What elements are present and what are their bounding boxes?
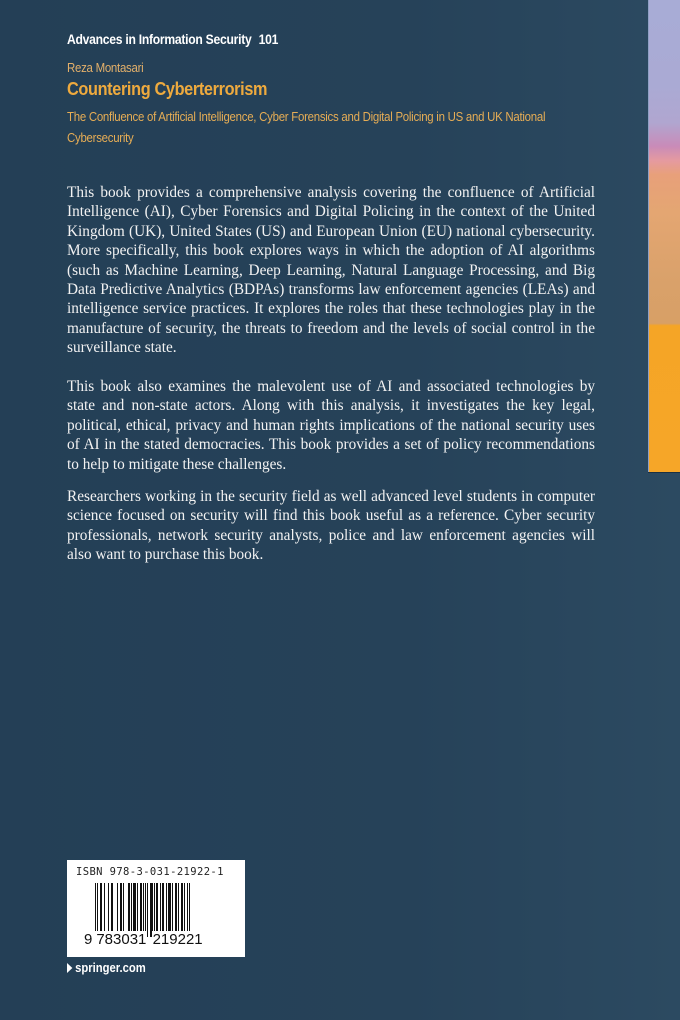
publisher-link-text[interactable]: springer.com [75, 961, 146, 975]
series-title [67, 32, 278, 47]
description-paragraph-3: Researchers working in the security field as well advanced level students in computer science focused on security will find this book useful as a reference. Cyber security professionals, network security analysts, police and law enforcement agencies will also want to purchase this book. [67, 488, 595, 564]
ean-group-1: 783031 [96, 931, 147, 948]
ean-first-digit: 9 [84, 931, 93, 948]
book-subtitle: The Confluence of Artificial Intelligence, Cyber Forensics and Digital Policing in US and UK National Cybersecurity [67, 109, 546, 145]
author-name: Reza Montasari [67, 60, 144, 75]
description-paragraph-1: This book provides a comprehensive analysis covering the confluence of Artificial Intelligence (AI), Cyber Forensics and Digital Policing in the context of the United Kingdom (UK), United States (US) and European Union (EU) national cybersecurity. More specifically, this book explores ways in which the adoption of AI algorithms (such as Machine Learning, Deep Learning, Natural Language Processing, and Big Data Predictive Analytics (BDPAs) transforms law enforcement agencies (LEAs) and intelligence service practices. It explores the roles that these technologies play in the manufacture of security, the threats to freedom and the levels of social control in the surveillance state. [67, 184, 595, 357]
book-title: Countering Cyberterrorism [67, 78, 268, 99]
play-triangle-icon [67, 963, 72, 973]
cover-art-strip [648, 0, 680, 472]
ean-digits [84, 931, 204, 948]
description-paragraph-2: This book also examines the malevolent use of AI and associated technologies by state and non-state actors. Along with this analysis, it investigates the key legal, political, ethical, privacy and human rights implications of the national security uses of AI in the stated democracies. This book provides a set of policy recommendations to help to mitigate these challenges. [67, 378, 595, 473]
ean-group-2: 219221 [152, 931, 203, 948]
isbn-label: ISBN 978-3-031-21922-1 [76, 866, 224, 878]
publisher-link[interactable] [67, 961, 146, 975]
series-number: 101 [258, 32, 279, 47]
isbn-barcode [67, 860, 245, 957]
series-name: Advances in Information Security [67, 32, 252, 47]
